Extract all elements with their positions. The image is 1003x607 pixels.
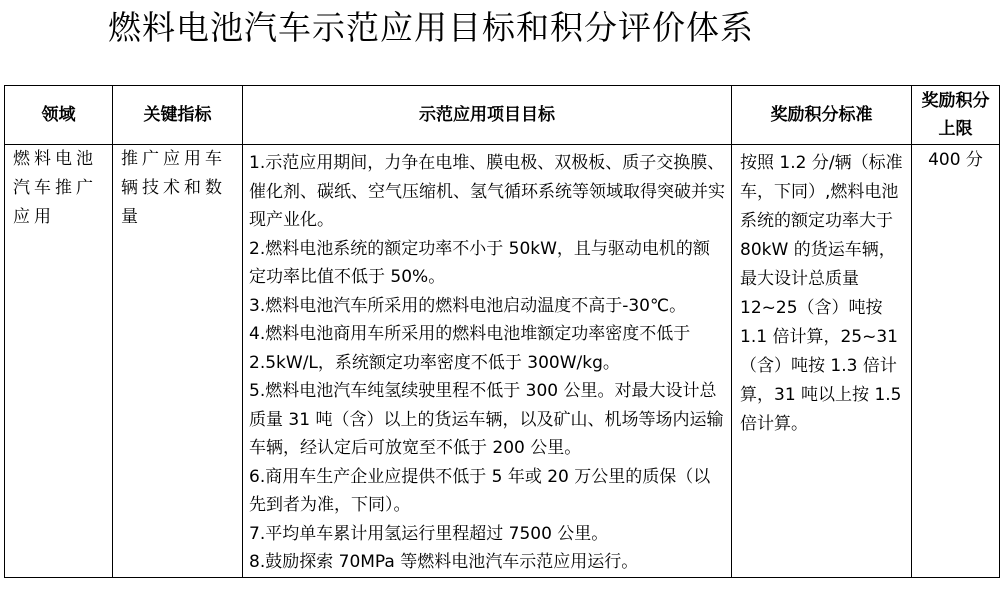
- goal-item: 8.鼓励探索 70MPa 等燃料电池汽车示范应用运行。: [249, 552, 639, 572]
- header-reward-limit: 奖励积分上限: [912, 86, 1000, 145]
- cell-reward-limit: 400 分: [912, 145, 1000, 578]
- page-title: 燃料电池汽车示范应用目标和积分评价体系: [108, 8, 754, 47]
- cell-goals: [243, 145, 732, 578]
- goal-item: 3.燃料电池汽车所采用的燃料电池启动温度不高于-30℃。: [249, 295, 687, 316]
- cell-kpi: 推广应用车辆技术和数量: [113, 145, 243, 578]
- header-domain: 领域: [5, 86, 113, 145]
- cell-domain: 燃料电池汽车推广应用: [5, 145, 113, 578]
- goal-item: 1.示范应用期间，力争在电堆、膜电极、双极板、质子交换膜、催化剂、碳纸、空气压缩机、氢气循环系统等领域取得突破并实现产业化。: [249, 153, 725, 230]
- goal-item: 2.燃料电池系统的额定功率不小于 50kW，且与驱动电机的额定功率比值不低于 50%。: [249, 238, 710, 287]
- scoring-table: [4, 85, 1000, 578]
- goal-item: 6.商用车生产企业应提供不低于 5 年或 20 万公里的质保（以先到者为准，下同）。: [249, 466, 711, 515]
- goal-item: 7.平均单车累计用氢运行里程超过 7500 公里。: [249, 523, 609, 544]
- goal-item: 5.燃料电池汽车纯氢续驶里程不低于 300 公里。对最大设计总质量 31 吨（含）以上的货运车辆，以及矿山、机场等场内运输车辆，经认定后可放宽至不低于 200 公里。: [249, 381, 724, 458]
- table-header-row: [5, 86, 1000, 145]
- header-goals: 示范应用项目目标: [243, 86, 732, 145]
- header-reward-standard: 奖励积分标准: [732, 86, 912, 145]
- table-row: [5, 145, 1000, 578]
- goal-item: 4.燃料电池商用车所采用的燃料电池堆额定功率密度不低于 2.5kW/L，系统额定功率密度不低于 300W/kg。: [249, 324, 691, 373]
- header-kpi: 关键指标: [113, 86, 243, 145]
- cell-reward-standard: 按照 1.2 分/辆（标准车，下同）,燃料电池系统的额定功率大于 80kW 的货运车辆，最大设计总质量 12~25（含）吨按 1.1 倍计算，25~31（含）吨按 1.3 倍计算，31 吨以上按 1.5 倍计算。: [732, 145, 912, 578]
